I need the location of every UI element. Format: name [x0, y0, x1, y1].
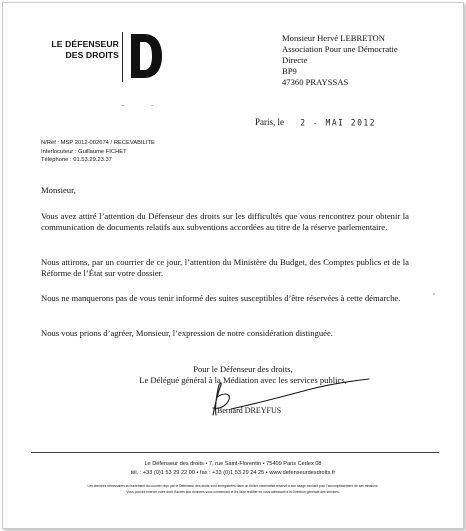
paragraph-3: Nous ne manquerons pas de vous tenir informé des suites susceptibles d’être réservées à cette démarche. — [41, 293, 401, 303]
org-name-line2: DES DROITS — [65, 50, 119, 60]
footer-contact: tél. : +33 (0)1 53 29 22 00 • fax : +33 (0)1 53 29 24 25 • www.defenseurdesdroits.fr — [130, 470, 336, 476]
recipient-name: Monsieur Hervé LEBRETON — [282, 33, 385, 43]
footer-divider — [31, 452, 439, 453]
signature-line1: Pour le Défenseur des droits, — [193, 364, 293, 374]
paragraph-4: Nous vous prions d’agréer, Monsieur, l’expression de notre considération distinguée. — [41, 328, 333, 338]
recipient-org-line2: Directe — [282, 55, 308, 65]
date-label: Paris, le — [255, 117, 284, 127]
footer-legal-2: Vous pouvez exercer votre droit d’accès aux données vous concernant et les faire rectifier en vous adressant à la Direction générale des services. — [126, 490, 340, 494]
recipient-po-box: BP9 — [282, 66, 297, 76]
paragraph-2: Nous attirons, par un courrier de ce jour, l’attention du Ministère du Budget, des Comptes publics et de la Réforme de l’État sur votre dossier. — [41, 257, 409, 278]
logo-divider — [122, 32, 123, 82]
scan-speck — [121, 105, 125, 106]
reference-number: N/Réf : MSP 2012-002674 / RECEVABILITE — [41, 140, 155, 146]
footer-address: Le Défenseur des droits • 7, rue Saint-Florentin • 75409 Paris Cedex 08 — [144, 461, 322, 467]
reference-block — [41, 139, 155, 165]
signature-line2: Le Délégué général à la Médiation avec les services publics, — [139, 374, 347, 385]
org-name — [45, 39, 119, 61]
org-name-line1: LE DÉFENSEUR — [51, 39, 119, 49]
date-stamp: 2 - MAI 2012 — [300, 117, 377, 128]
scan-speck — [433, 293, 435, 295]
signatory-name: Bernard DREYFUS — [217, 406, 282, 415]
letter-d-logo-icon — [129, 33, 163, 79]
recipient-city: 47360 PRAYSSAS — [282, 77, 349, 87]
footer-legal-1: Les données nécessaires au traitement du courrier reçu par le Défenseur des droits sont enregistrées dans un fichier informatisé réservé à son usage exclusif pour l’accomplissement de ses missions. — [87, 484, 379, 488]
date-line — [255, 117, 376, 127]
paragraph-1: Vous avez attiré l’attention du Défenseur des droits sur les difficultés que vous rencontrez pour obtenir la communication de documents relatifs aux subventions accordées au titre de la réserve parlementaire. — [41, 211, 409, 232]
contact-person: Interlocuteur : Guillaume FICHET — [41, 148, 127, 155]
recipient-address — [282, 33, 457, 88]
scan-speck — [151, 105, 154, 106]
letter-page — [2, 2, 464, 529]
contact-phone: Téléphone : 01.53.29.23.37 — [41, 157, 112, 164]
salutation: Monsieur, — [41, 185, 76, 195]
recipient-org-line1: Association Pour une Démocratie — [282, 44, 398, 54]
